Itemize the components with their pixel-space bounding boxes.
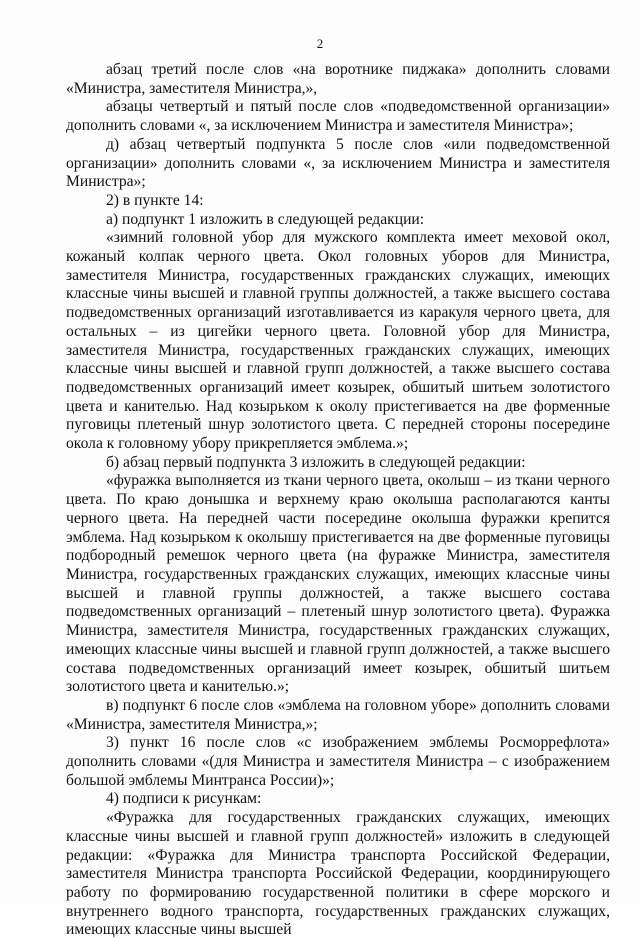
paragraph-9: в) подпункт 6 после слов «эмблема на головном уборе» дополнить словами «Министра, заместителя Министра,»;: [66, 696, 610, 733]
paragraph-12: «Фуражка для государственных гражданских служащих, имеющих классные чины высшей и главной групп должностей» изложить в следующей редакции: «Фуражка для Министра транспорта Российской Федерации, заместителя Министра транспорта Российской Федерации, координирующего работу по формированию государственной политики в сфере морского и внутреннего водного транспорта, государственных гражданских служащих, имеющих классные чины высшей: [66, 809, 610, 939]
paragraph-3: д) абзац четвертый подпункта 5 после слов «или подведомственной организации» дополнить словами «, за исключением Министра и заместителя Министра»;: [66, 135, 610, 191]
paragraph-5: а) подпункт 1 изложить в следующей редакции:: [106, 210, 425, 228]
paragraph-7: б) абзац первый подпункта 3 изложить в следующей редакции:: [106, 453, 526, 471]
paragraph-1: абзац третий после слов «на воротнике пиджака» дополнить словами «Министра, заместителя Министра,»,: [66, 61, 610, 97]
paragraph-4: 2) в пункте 14:: [106, 191, 204, 209]
paragraph-11: 4) подписи к рисункам:: [106, 790, 262, 808]
document-body: [66, 61, 610, 940]
paragraph-6: «зимний головной убор для мужского комплекта имеет меховой окол, кожаный колпак черного цвета. Окол головных уборов для Министра, заместителя Министра, государственных гражданских служащих, имеющих классные чины высшей и главной группы должностей, а также высшего состава подведомственных организаций изготавливается из каракуля черного цвета, для остальных – из цигейки черного цвета. Головной убор для Министра, заместителя Министра, государственных гражданских служащих, имеющих классные чины высшей и главной групп должностей, а также высшего состава подведомственных организаций имеет козырек, обшитый шитьем золотистого цвета и канителью. Над козырьком к околу пристегивается на две форменные пуговицы плетеный шнур золотистого цвета. С передней стороны посередине окола к головному убору прикрепляется эмблема.»;: [66, 229, 610, 453]
paragraph-8: «фуражка выполняется из ткани черного цвета, околыш – из ткани черного цвета. По краю донышка и верхнему краю околыша располагаются канты черного цвета. На передней части посередине околыша фуражки крепится эмблема. Над козырьком к околышу пристегивается на две форменные пуговицы подбородный ремешок черного цвета (на фуражке Министра, заместителя Министра, государственных гражданских служащих, имеющих классные чины высшей и главной группы должностей, а также высшего состава подведомственных организаций – плетеный шнур золотистого цвета). Фуражка Министра, заместителя Министра, государственных гражданских служащих, имеющих классные чины высшей и главной групп должностей, а также высшего состава подведомственных организаций имеет козырек, обшитый шитьем золотистого цвета и канителью.»;: [66, 472, 610, 696]
page-number: 2: [316, 36, 324, 51]
paragraph-2: абзацы четвертый и пятый после слов «подведомственной организации» дополнить словами «, за исключением Министра и заместителя Министра»;: [66, 98, 610, 135]
paragraph-10: 3) пункт 16 после слов «с изображением эмблемы Росморрефлота» дополнить словами «(для Министра и заместителя Министра – с изображением большой эмблемы Минтранса России)»;: [66, 734, 610, 789]
